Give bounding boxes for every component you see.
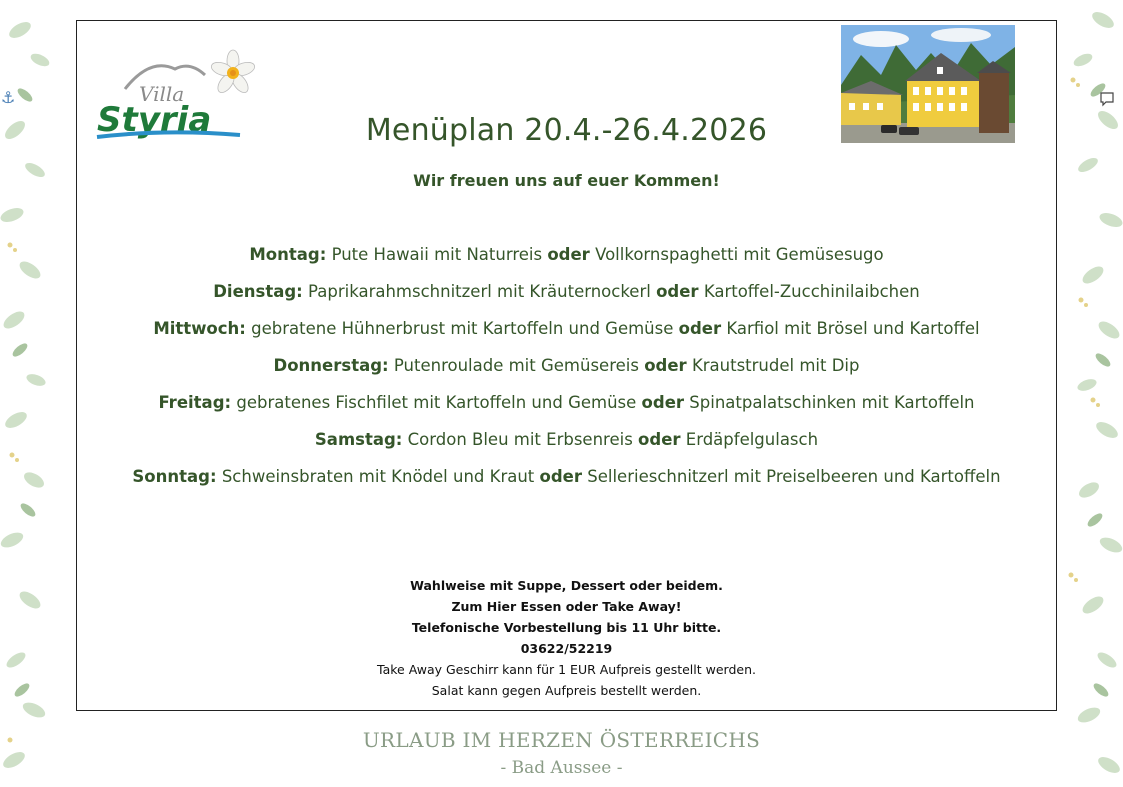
menu-option-1: gebratene Hühnerbrust mit Kartoffeln und Gemüse (251, 319, 674, 338)
logo-villa-text: Villa (139, 82, 185, 106)
menu-option-2: Kartoffel-Zucchinilaibchen (703, 282, 920, 301)
or-label: oder (641, 393, 685, 412)
note-eat-in-takeaway: Zum Hier Essen oder Take Away! (451, 599, 682, 614)
menu-day-tuesday (77, 280, 1056, 317)
menu-option-2: Sellerieschnitzerl mit Preiselbeeren und Kartoffeln (587, 467, 1001, 486)
order-notes (77, 575, 1056, 701)
comment-icon[interactable] (1099, 91, 1115, 107)
menu-option-1: Pute Hawaii mit Naturreis (331, 245, 543, 264)
or-label: oder (656, 282, 699, 301)
anchor-icon[interactable]: ⚓ (1, 88, 16, 107)
menu-day-sunday (77, 465, 1056, 502)
menu-option-2: Vollkornspaghetti mit Gemüsesugo (595, 245, 884, 264)
note-salad: Salat kann gegen Aufpreis bestellt werden. (431, 683, 702, 698)
menu-option-1: Paprikarahmschnitzerl mit Kräuternockerl (308, 282, 651, 301)
menu-day-saturday (77, 428, 1056, 465)
note-takeaway-dishes: Take Away Geschirr kann für 1 EUR Aufpreis gestellt werden. (377, 662, 756, 677)
menu-option-2: Erdäpfelgulasch (685, 430, 819, 449)
page-title: Menüplan 20.4.-26.4.2026 (365, 113, 768, 148)
phone-number: 03622/52219 (520, 641, 613, 656)
menu-option-1: Schweinsbraten mit Knödel und Kraut (221, 467, 535, 486)
or-label: oder (678, 319, 722, 338)
day-label: Dienstag: (213, 282, 303, 301)
menu-option-1: Cordon Bleu mit Erbsenreis (407, 430, 633, 449)
menu-option-2: Karfiol mit Brösel und Kartoffel (726, 319, 980, 338)
menu-option-2: Krautstrudel mit Dip (691, 356, 860, 375)
leaf-border-left (0, 0, 70, 787)
or-label: oder (644, 356, 687, 375)
note-preorder: Telefonische Vorbestellung bis 11 Uhr bitte. (411, 620, 722, 635)
footer-tagline: URLAUB IM HERZEN ÖSTERREICHS (362, 728, 761, 752)
or-label: oder (547, 245, 590, 264)
menu-day-thursday (77, 354, 1056, 391)
day-label: Samstag: (314, 430, 403, 449)
logo-styria-text: Styria (97, 100, 212, 140)
page-subtitle: Wir freuen uns auf euer Kommen! (413, 171, 720, 190)
menu-day-monday (77, 243, 1056, 280)
weekly-menu-list (77, 243, 1056, 502)
day-label: Donnerstag: (273, 356, 389, 375)
leaf-border-right (1053, 0, 1123, 787)
menu-option-1: gebratenes Fischfilet mit Kartoffeln und Gemüse (236, 393, 637, 412)
day-label: Mittwoch: (153, 319, 246, 338)
menu-day-friday (77, 391, 1056, 428)
menu-day-wednesday (77, 317, 1056, 354)
or-label: oder (539, 467, 583, 486)
footer-town: - Bad Aussee - (500, 758, 623, 778)
day-label: Montag: (249, 245, 327, 264)
menu-option-1: Putenroulade mit Gemüsereis (393, 356, 639, 375)
menu-plan-box (76, 20, 1057, 711)
day-label: Sonntag: (132, 467, 217, 486)
menu-option-2: Spinatpalatschinken mit Kartoffeln (689, 393, 975, 412)
note-soup-dessert: Wahlweise mit Suppe, Dessert oder beidem. (410, 578, 723, 593)
day-label: Freitag: (158, 393, 232, 412)
or-label: oder (638, 430, 681, 449)
